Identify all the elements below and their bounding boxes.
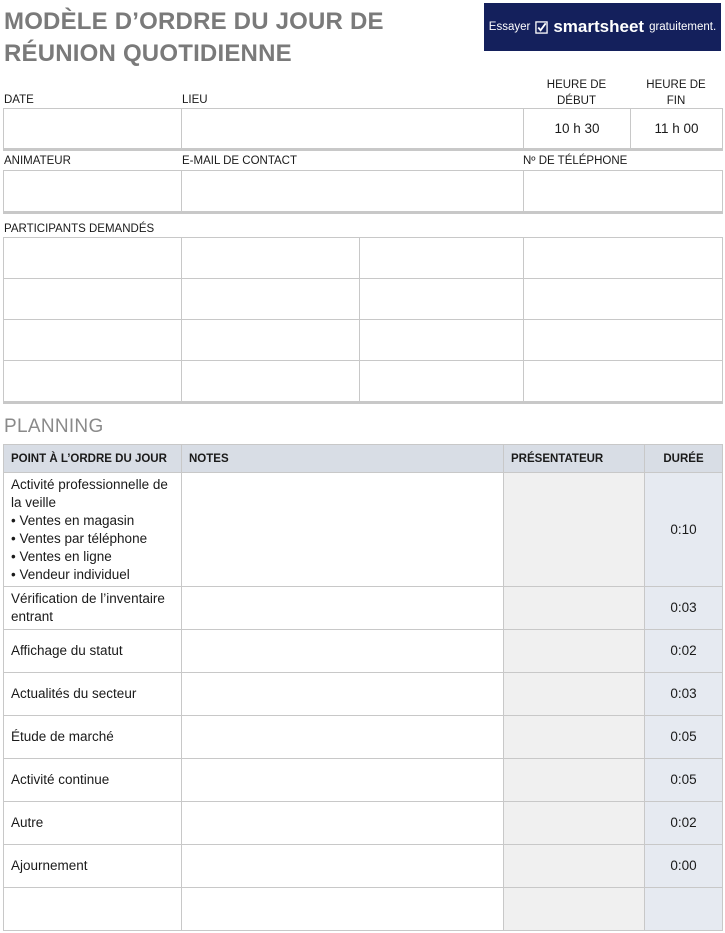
attendee-cell[interactable] <box>524 361 723 403</box>
planning-row <box>4 673 723 716</box>
agenda-item-line: • Ventes en magasin <box>11 512 135 528</box>
duration-header: DURÉE <box>645 445 723 473</box>
agenda-item-line: Actualités du secteur <box>11 686 137 701</box>
attendee-cell[interactable] <box>360 279 524 320</box>
email-field[interactable] <box>182 171 524 213</box>
meeting-info-table <box>3 108 723 151</box>
attendee-cell[interactable] <box>524 238 723 279</box>
phone-field[interactable] <box>524 171 723 213</box>
planning-row <box>4 630 723 673</box>
duration-cell[interactable]: 0:05 <box>645 716 723 759</box>
agenda-item-cell[interactable] <box>4 802 182 845</box>
planning-row <box>4 845 723 888</box>
agenda-item-cell[interactable] <box>4 716 182 759</box>
end-time-field[interactable]: 11 h 00 <box>631 109 723 150</box>
presenter-cell[interactable] <box>504 673 645 716</box>
presenter-header: PRÉSENTATEUR <box>504 445 645 473</box>
smartsheet-trial-banner[interactable] <box>484 3 721 51</box>
duration-cell[interactable]: 0:02 <box>645 802 723 845</box>
duration-cell[interactable]: 0:00 <box>645 845 723 888</box>
page-title-line-1: MODÈLE D’ORDRE DU JOUR DE <box>4 8 384 35</box>
agenda-item-cell[interactable] <box>4 759 182 802</box>
notes-cell[interactable] <box>182 587 504 630</box>
notes-cell[interactable] <box>182 845 504 888</box>
banner-suffix: gratuitement. <box>649 21 717 33</box>
attendee-cell[interactable] <box>524 320 723 361</box>
notes-cell[interactable] <box>182 716 504 759</box>
notes-cell[interactable] <box>182 473 504 587</box>
attendee-cell[interactable] <box>4 279 182 320</box>
notes-cell[interactable] <box>182 888 504 931</box>
item-header: POINT À L’ORDRE DU JOUR <box>4 445 182 473</box>
banner-prefix: Essayer <box>488 21 531 33</box>
planning-row <box>4 473 723 587</box>
checkbox-logo-icon <box>535 21 548 34</box>
attendee-cell[interactable] <box>182 238 360 279</box>
end-time-label-line-1: HEURE DE <box>646 79 706 91</box>
duration-cell[interactable]: 0:02 <box>645 630 723 673</box>
planning-row <box>4 587 723 630</box>
duration-cell[interactable]: 0:03 <box>645 587 723 630</box>
presenter-cell[interactable] <box>504 630 645 673</box>
agenda-item-cell[interactable] <box>4 473 182 587</box>
agenda-item-cell[interactable] <box>4 630 182 673</box>
end-time-label <box>630 77 722 109</box>
email-label: E-MAIL DE CONTACT <box>182 155 298 167</box>
agenda-item-cell[interactable] <box>4 587 182 630</box>
presenter-cell[interactable] <box>504 759 645 802</box>
notes-cell[interactable] <box>182 673 504 716</box>
attendee-cell[interactable] <box>182 279 360 320</box>
attendee-cell[interactable] <box>4 361 182 403</box>
attendee-cell[interactable] <box>182 320 360 361</box>
attendee-cell[interactable] <box>360 238 524 279</box>
agenda-item-cell[interactable] <box>4 673 182 716</box>
planning-table <box>3 444 723 931</box>
attendee-cell[interactable] <box>4 238 182 279</box>
presenter-cell[interactable] <box>504 888 645 931</box>
planning-row <box>4 759 723 802</box>
agenda-item-line: Vérification de l’inventaire entrant <box>11 591 165 624</box>
presenter-cell[interactable] <box>504 802 645 845</box>
attendee-cell[interactable] <box>182 361 360 403</box>
page-title <box>4 6 424 70</box>
agenda-item-line: • Ventes en ligne <box>11 548 112 564</box>
agenda-item-line: • Vendeur individuel <box>11 566 130 582</box>
presenter-cell[interactable] <box>504 473 645 587</box>
banner-brand: smartsheet <box>553 17 645 36</box>
contact-table <box>3 170 723 214</box>
notes-cell[interactable] <box>182 630 504 673</box>
end-time-label-line-2: FIN <box>666 95 686 107</box>
presenter-cell[interactable] <box>504 716 645 759</box>
notes-cell[interactable] <box>182 802 504 845</box>
duration-cell[interactable] <box>645 888 723 931</box>
page-title-line-2: RÉUNION QUOTIDIENNE <box>4 40 292 67</box>
attendee-cell[interactable] <box>360 361 524 403</box>
start-time-label-line-1: HEURE DE <box>546 79 607 91</box>
date-field[interactable] <box>4 109 182 150</box>
duration-cell[interactable]: 0:10 <box>645 473 723 587</box>
attendee-cell[interactable] <box>4 320 182 361</box>
presenter-cell[interactable] <box>504 587 645 630</box>
agenda-item-line: Affichage du statut <box>11 643 123 658</box>
phone-label: Nº DE TÉLÉPHONE <box>523 155 628 167</box>
facilitator-label: ANIMATEUR <box>4 155 71 167</box>
planning-row <box>4 888 723 931</box>
agenda-item-line: Étude de marché <box>11 729 114 744</box>
facilitator-field[interactable] <box>4 171 182 213</box>
agenda-item-cell[interactable] <box>4 888 182 931</box>
planning-title: PLANNING <box>4 416 104 437</box>
start-time-label <box>523 77 630 109</box>
planning-row <box>4 716 723 759</box>
location-field[interactable] <box>182 109 524 150</box>
notes-header: NOTES <box>182 445 504 473</box>
agenda-item-line: Autre <box>11 815 44 830</box>
attendee-cell[interactable] <box>360 320 524 361</box>
start-time-field[interactable]: 10 h 30 <box>524 109 631 150</box>
agenda-item-cell[interactable] <box>4 845 182 888</box>
agenda-item-line: Activité professionnelle de la veille <box>11 476 168 510</box>
start-time-label-line-2: DÉBUT <box>557 95 596 107</box>
attendees-table <box>3 237 723 404</box>
planning-row <box>4 802 723 845</box>
agenda-item-line: • Ventes par téléphone <box>11 530 148 546</box>
location-label: LIEU <box>182 94 208 106</box>
duration-cell[interactable]: 0:03 <box>645 673 723 716</box>
duration-cell[interactable]: 0:05 <box>645 759 723 802</box>
agenda-item-line: Activité continue <box>11 772 110 787</box>
attendees-label: PARTICIPANTS DEMANDÉS <box>4 223 155 235</box>
date-label: DATE <box>4 94 34 106</box>
attendee-cell[interactable] <box>524 279 723 320</box>
notes-cell[interactable] <box>182 759 504 802</box>
presenter-cell[interactable] <box>504 845 645 888</box>
agenda-item-line: Ajournement <box>11 858 88 873</box>
